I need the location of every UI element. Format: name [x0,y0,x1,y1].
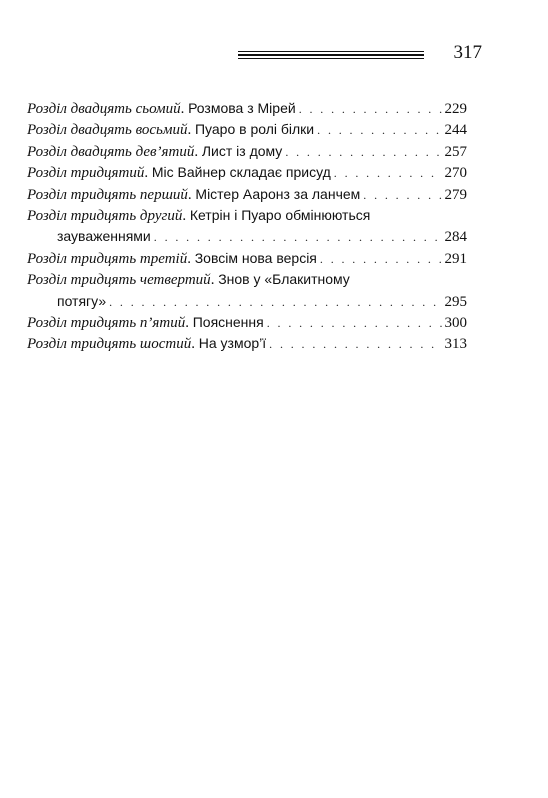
chapter-title-continuation: потягу» [57,292,107,309]
dot-leader [154,227,442,247]
chapter-number: Розділ тридцять другий [27,208,183,225]
chapter-title: Пояснення [192,314,264,331]
chapter-page: 229 [444,101,467,117]
header-rule [238,51,424,61]
chapter-number: Розділ двадцять сьомий [27,101,181,117]
chapter-title: Містер Ааронз за ланчем [195,185,361,202]
toc-entry: Розділ тридцять другий . Кетрін і Пуаро обмінюються [27,205,467,226]
dot-leader [267,313,442,333]
chapter-page: 295 [444,293,467,310]
chapter-number: Розділ тридцятий [27,165,145,182]
chapter-page: 244 [444,122,467,139]
toc-entry: Розділ двадцять дев’ятий . Лист із дому . . . 257 [27,141,467,162]
dot-leader [109,292,441,312]
header-rule-line [238,51,424,52]
toc-entry: Розділ двадцять восьмий . Пуаро в ролі білки . . . 244 [27,119,467,140]
chapter-number: Розділ тридцять шостий [27,336,192,353]
toc-entry: Розділ двадцять сьомий . Розмова з Мірей . . . 229 [27,98,467,119]
header-rule-line [238,58,424,59]
dot-leader [285,142,441,162]
chapter-title: Кетрін і Пуаро обмінюються [189,207,371,224]
toc-entry-continuation [27,226,467,247]
dot-leader [320,249,442,269]
table-of-contents [27,98,467,355]
chapter-page: 257 [444,143,467,160]
chapter-title: Знов у «Блакитному [218,271,350,288]
chapter-number: Розділ тридцять третій [27,250,188,267]
dot-leader [299,99,442,119]
chapter-page: 270 [444,165,467,182]
dot-leader [317,120,441,140]
chapter-page: 313 [444,336,467,353]
chapter-title: На узмор’ї [198,335,267,352]
chapter-page: 279 [444,186,467,203]
chapter-number: Розділ тридцять п’ятий [27,315,186,332]
chapter-page: 291 [444,250,467,267]
chapter-page: 300 [444,315,467,332]
toc-entry: Розділ тридцять п’ятий . Пояснення . . . 300 [27,312,467,333]
chapter-title-continuation: зауваженнями [57,228,151,245]
page-header [238,42,482,66]
chapter-number: Розділ двадцять восьмий [27,122,188,139]
chapter-title: Зовсім нова версія [194,249,317,266]
dot-leader [334,163,442,183]
chapter-title: Пуаро в ролі білки [194,121,315,138]
toc-entry: Розділ тридцять перший . Містер Ааронз за ланчем . . . 279 [27,184,467,205]
dot-leader [363,185,441,205]
toc-entry-continuation [27,291,467,312]
chapter-number: Розділ двадцять дев’ятий [27,143,195,160]
page-number: 317 [453,42,482,63]
dot-leader [269,334,441,354]
toc-entry: Розділ тридцять шостий . На узмор’ї . . . 313 [27,333,467,354]
chapter-title: Розмова з Мірей [188,100,296,116]
toc-entry: Розділ тридцять третій . Зовсім нова версія . . . 291 [27,248,467,269]
header-rule-line [238,54,424,56]
chapter-number: Розділ тридцять перший [27,186,188,203]
toc-entry: Розділ тридцять четвертий . Знов у «Блакитному [27,269,467,290]
chapter-page: 284 [444,229,467,246]
chapter-title: Лист із дому [201,142,283,159]
chapter-number: Розділ тридцять четвертий [27,272,211,289]
toc-entry: Розділ тридцятий . Міс Вайнер складає присуд . . . 270 [27,162,467,183]
chapter-title: Міс Вайнер складає присуд [151,164,331,181]
